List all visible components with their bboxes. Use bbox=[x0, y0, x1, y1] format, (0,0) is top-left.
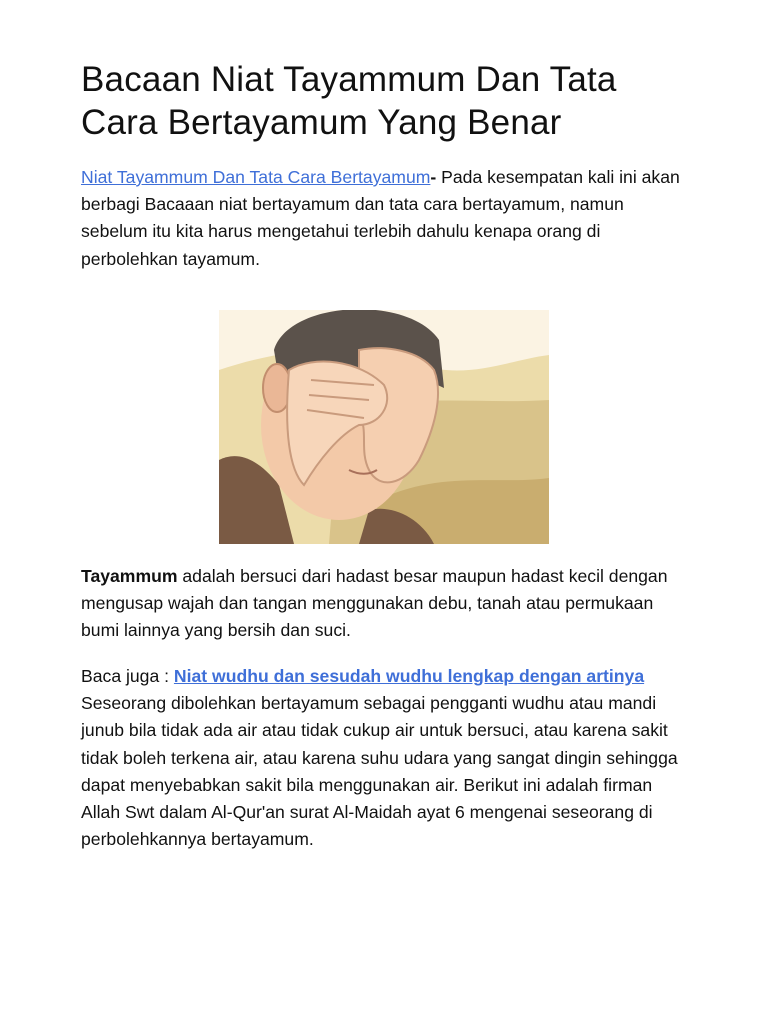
read-also-paragraph bbox=[81, 663, 691, 853]
tayammum-illustration bbox=[219, 310, 549, 544]
definition-paragraph bbox=[81, 563, 691, 645]
intro-text: Pada kesempatan kali ini akan berbagi Bacaaan niat bertayamum dan tata cara bertayamum, namun sebelum itu kita harus mengetahui terlebih dahulu kenapa orang di perbolehkan tayamum. bbox=[81, 167, 680, 269]
intro-paragraph bbox=[81, 164, 691, 273]
intro-link[interactable]: Niat Tayammum Dan Tata Cara Bertayamum bbox=[81, 167, 431, 187]
body-text: Seseorang dibolehkan bertayamum sebagai pengganti wudhu atau mandi junub bila tidak ada air atau tidak cukup air untuk bersuci, atau karena sakit tidak boleh terkena air, atau karena suhu udara yang sangat dingin sehingga dapat menyebabkan sakit bila menggunakan air. Berikut ini adalah firman Allah Swt dalam Al-Qur'an surat Al-Maidah ayat 6 mengenai seseorang di perbolehkannya bertayamum. bbox=[81, 693, 678, 850]
definition-text: adalah bersuci dari hadast besar maupun hadast kecil dengan mengusap wajah dan tangan menggunakan debu, tanah atau permukaan bumi lainnya yang bersih dan suci. bbox=[81, 566, 668, 641]
article-title: Bacaan Niat Tayammum Dan Tata Cara Bertayamum Yang Benar bbox=[81, 60, 617, 142]
article bbox=[81, 58, 691, 850]
read-also-label: Baca juga : bbox=[81, 666, 174, 686]
read-also-link[interactable]: Niat wudhu dan sesudah wudhu lengkap dengan artinya bbox=[173, 666, 645, 686]
illustration-svg bbox=[219, 310, 549, 544]
intro-dash: - bbox=[430, 167, 437, 187]
definition-term: Tayammum bbox=[81, 566, 178, 586]
